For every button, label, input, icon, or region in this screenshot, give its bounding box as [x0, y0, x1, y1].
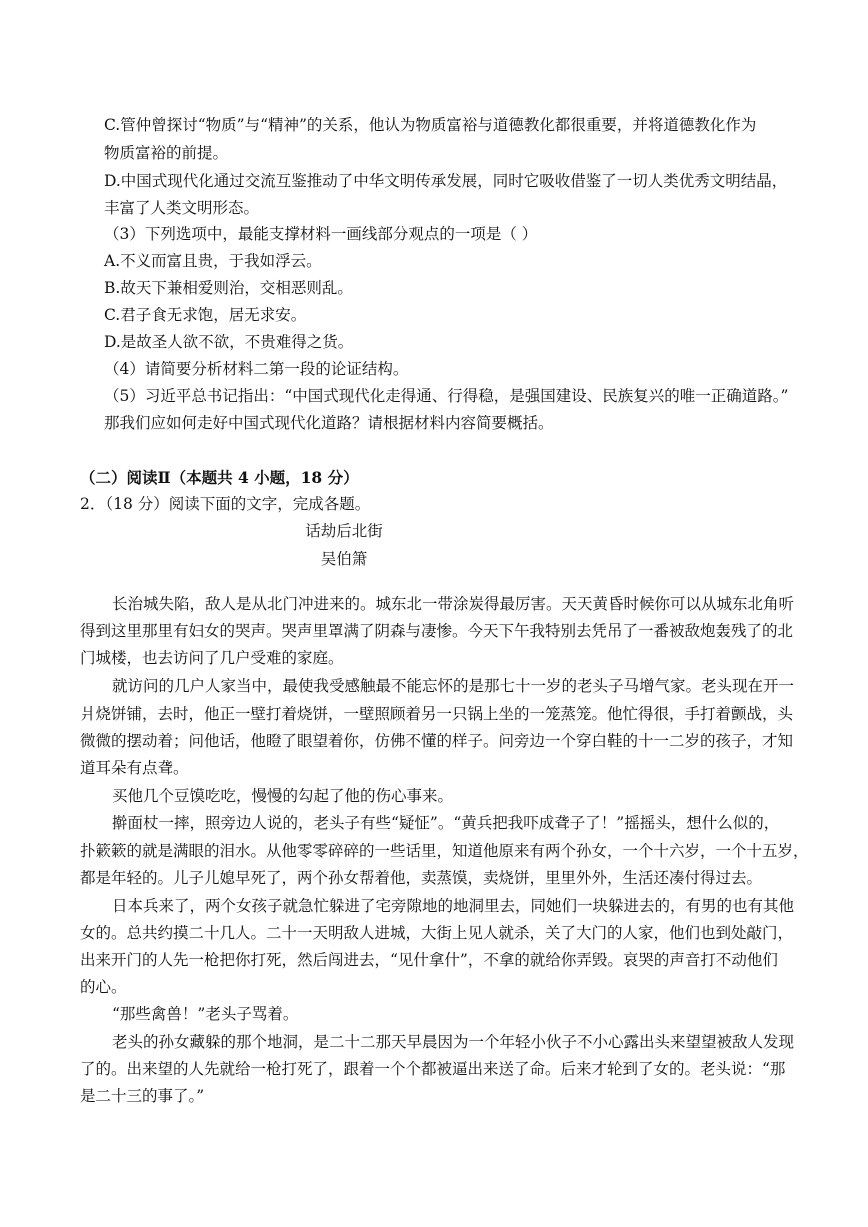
- q3-stem: （3）下列选项中，最能支撑材料一画线部分观点的一项是（ ）: [104, 225, 538, 243]
- passage-p5-line-3: 出来开门的人先一枪把你打死，然后闯进去，“见什拿什”，不拿的就给你弄毁。哀哭的声音打不动他们: [80, 951, 778, 969]
- passage-p4-line-1: 擀面杖一摔，照旁边人说的，老头子有些“疑怔”。“黄兵把我吓成聋子了！”摇摇头，想什么似的，: [112, 814, 780, 832]
- passage-p2-line-3: 微微的摆动着；问他话，他瞪了眼望着你，仿佛不懂的样子。问旁边一个穿白鞋的十一二岁的孩子，才知: [80, 732, 794, 750]
- option-d-line-1: D.中国式现代化通过交流互鉴推动了中华文明传承发展，同时它吸收借鉴了一切人类优秀文明结晶，: [104, 172, 788, 190]
- passage-author: 吴伯箫: [320, 550, 368, 568]
- option-c-line-2: 物质富裕的前提。: [104, 144, 229, 162]
- q3-option-a: A.不义而富且贵，于我如浮云。: [104, 252, 322, 270]
- passage-p7-line-2: 了的。出来望的人先就给一枪打死了，跟着一个个都被逼出来送了命。后来才轮到了女的。老头说：“那: [80, 1060, 786, 1078]
- option-d-line-2: 丰富了人类文明形态。: [104, 199, 260, 217]
- q3-option-c: C.君子食无求饱，居无求安。: [104, 306, 307, 324]
- q4-stem: （4）请简要分析材料二第一段的论证结构。: [104, 360, 409, 378]
- passage-p2-line-4: 道耳朵有点聋。: [80, 759, 189, 777]
- option-c-line-1: C.管仲曾探讨“物质”与“精神”的关系，他认为物质富裕与道德教化都很重要，并将道德教化作为: [104, 116, 757, 134]
- passage-p6: “那些禽兽！”老头子骂着。: [112, 1005, 299, 1023]
- passage-p5-line-4: 的心。: [80, 978, 127, 996]
- passage-p7-line-3: 是二十三的事了。”: [80, 1087, 205, 1105]
- q3-option-d: D.是故圣人欲不欲，不贵难得之货。: [104, 333, 354, 351]
- passage-p5-line-2: 女的。总共约摸二十几人。二十一天明敌人进城，大街上见人就杀，关了大门的人家，他们也到处敲门，: [80, 924, 794, 942]
- passage-title: 话劫后北街: [305, 522, 383, 540]
- passage-p1-line-2: 得到这里那里有妇女的哭声。哭声里罩满了阴森与凄惨。今天下午我特别去凭吊了一番被敌炮轰残了的北: [80, 622, 794, 640]
- passage-p2-line-2: 爿烧饼铺，去时，他正一壁打着烧饼，一壁照顾着另一只锅上坐的一笼蒸笼。他忙得很，手打着颤战，头: [80, 705, 794, 723]
- passage-p5-line-1: 日本兵来了，两个女孩子就急忙躲进了宅旁隙地的地洞里去，同她们一块躲进去的，有男的也有其他: [112, 897, 795, 915]
- q5-line-1: （5）习近平总书记指出：“中国式现代化走得通、行得稳，是强国建设、民族复兴的唯一正确道路。”: [104, 387, 789, 405]
- question-2-stem: 2．（18 分）阅读下面的文字，完成各题。: [80, 495, 371, 513]
- q3-option-b: B.故天下兼相爱则治，交相恶则乱。: [104, 279, 353, 297]
- passage-p4-line-3: 都是年轻的。儿子儿媳早死了，两个孙女帮着他，卖蒸馍，卖烧饼，里里外外，生活还凑付得过去。: [80, 869, 763, 887]
- q5-line-2: 那我们应如何走好中国式现代化道路？请根据材料内容简要概括。: [104, 414, 554, 432]
- passage-p7-line-1: 老头的孙女藏躲的那个地洞，是二十二那天早晨因为一个年轻小伙子不小心露出头来望望被敌人发现: [112, 1033, 795, 1051]
- passage-p3: 买他几个豆馍吃吃，慢慢的勾起了他的伤心事来。: [112, 787, 454, 805]
- section-heading: （二）阅读Ⅱ（本题共 4 小题，18 分）: [80, 468, 359, 487]
- passage-p1-line-1: 长治城失陷，敌人是从北门冲进来的。城东北一带涂炭得最厉害。天天黄昏时候你可以从城东北角听: [112, 595, 795, 613]
- passage-p4-line-2: 扑簌簌的就是满眼的泪水。从他零零碎碎的一些话里，知道他原来有两个孙女，一个十六岁，一个十五岁，: [80, 842, 809, 860]
- passage-p1-line-3: 门城楼，也去访问了几户受难的家庭。: [80, 649, 344, 667]
- passage-p2-line-1: 就访问的几户人家当中，最使我受感触最不能忘怀的是那七十一岁的老头子马增气家。老头现在开一: [112, 677, 795, 695]
